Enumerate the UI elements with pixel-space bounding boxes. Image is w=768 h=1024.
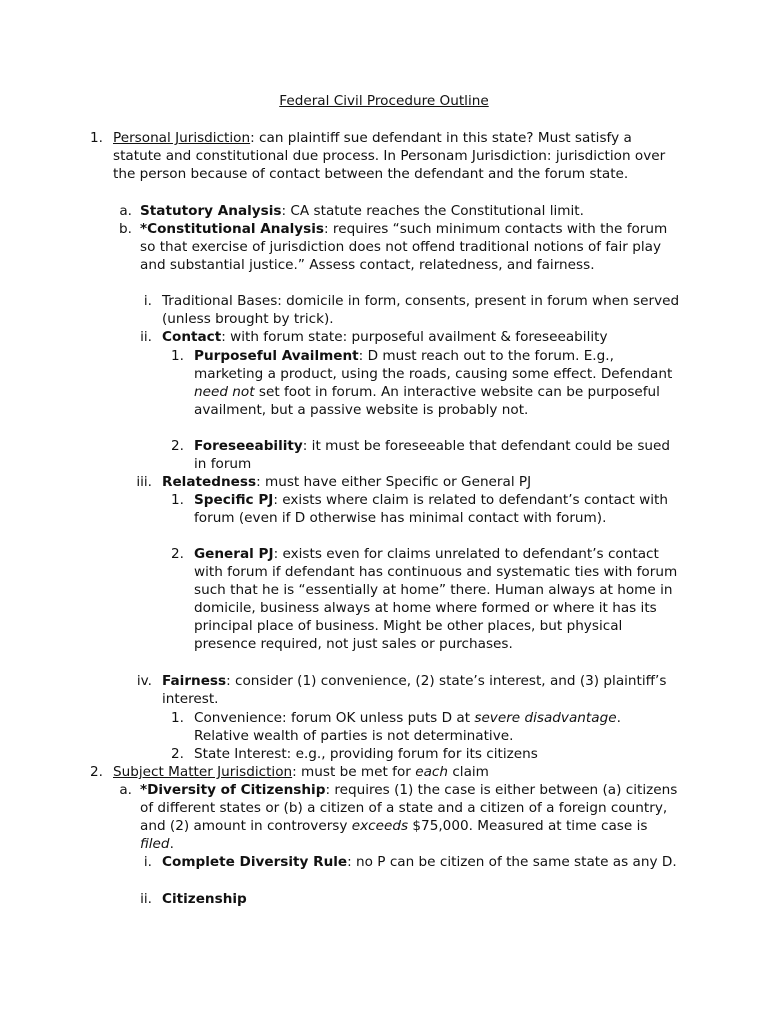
outline-item-general-pj [171,545,680,653]
item-emphasis: need not [194,384,255,400]
item-emphasis: severe disadvantage [474,710,617,726]
item-text: claim [448,764,489,780]
item-term: Specific PJ [194,492,274,508]
item-text: : exists even for claims unrelated to defendant’s contact with forum if defendant has continuous and systematic ties with forum such that he is “essentially at home” there. Human always at home in domicile, business always at home where formed or where it has its principal place of business. Might be other places, but physical presence required, not just sales or purchases. [194,546,678,652]
item-text: . [169,836,174,852]
outline-item-fairness [136,672,682,708]
item-term: Purposeful Availment [194,348,359,364]
item-text: : requires (1) the case is either between (a) citizens of different states or (b) a citizen of a state and a citizen of a foreign country, and (2) amount in controversy [140,782,678,834]
item-term: Contact [162,329,222,345]
item-text: : it must be foreseeable that defendant could be sued in forum [194,438,671,472]
item-term: *Constitutional Analysis [140,221,325,237]
item-text: : exists where claim is related to defendant’s contact with forum (even if D otherwise has minimal contact with forum). [194,492,668,526]
outline-item-statutory-analysis [119,202,680,220]
outline-item-constitutional-analysis [119,220,680,274]
outline-item-traditional-bases [143,292,682,328]
item-marker: 1. [171,492,184,508]
item-term: General PJ [194,546,274,562]
item-term: Subject Matter Jurisdiction [113,764,293,780]
item-term: Statutory Analysis [140,203,282,219]
item-marker: 2. [171,746,184,762]
item-text: : requires “such minimum contacts with the forum so that exercise of jurisdiction does not offend traditional notions of fair play and substantial justice.” Assess contact, relatedness, and fairness. [140,221,668,273]
document-title: Federal Civil Procedure Outline [279,93,489,109]
item-marker: i. [143,293,152,309]
item-marker: 2. [171,546,184,562]
item-term: Relatedness [162,474,257,490]
item-marker: a. [119,782,132,798]
item-term: Complete Diversity Rule [162,854,348,870]
outline-item-personal-jurisdiction [90,129,683,183]
item-marker: i. [143,854,152,870]
item-marker: iii. [136,474,152,490]
item-emphasis: exceeds [351,818,409,834]
item-marker: 2. [90,764,103,780]
item-text: Traditional Bases: domicile in form, consents, present in forum when served (unless brought by trick). [162,293,680,327]
item-emphasis: each [415,764,448,780]
item-text: . Relative wealth of parties is not determinative. [194,710,621,744]
outline-item-purposeful-availment [171,347,680,419]
item-term: Fairness [162,673,227,689]
item-term: Personal Jurisdiction [113,130,251,146]
item-text: : no P can be citizen of the same state as any D. [347,854,677,870]
item-text: : must be met for [292,764,416,780]
outline-item-state-interest [171,745,680,763]
item-text: set foot in forum. An interactive website can be purposeful availment, but a passive website is probably not. [194,384,660,418]
item-marker: ii. [140,329,152,345]
item-marker: ii. [140,891,152,907]
item-text: : with forum state: purposeful availment & foreseeability [221,329,608,345]
item-marker: a. [119,203,132,219]
outline-item-citizenship [140,890,682,908]
outline-item-complete-diversity-rule [143,853,682,871]
item-marker: b. [119,221,132,237]
item-text: Convenience: forum OK unless puts D at [194,710,475,726]
item-text: : D must reach out to the forum. E.g., marketing a product, using the roads, causing some effect. Defendant [194,348,673,382]
item-term: *Diversity of Citizenship [140,782,326,798]
item-text: $75,000. Measured at time case is [408,818,648,834]
outline-item-convenience [171,709,680,745]
item-marker: 1. [171,710,184,726]
item-text: State Interest: e.g., providing forum for its citizens [194,746,538,762]
item-marker: 1. [90,130,103,146]
outline-item-foreseeability [171,437,680,473]
outline-item-relatedness [136,473,682,491]
item-marker: 2. [171,438,184,454]
item-emphasis: filed [140,836,170,852]
item-text: : must have either Specific or General PJ [256,474,532,490]
item-text: : CA statute reaches the Constitutional limit. [281,203,584,219]
outline-item-specific-pj [171,491,680,527]
outline-item-contact [140,328,682,346]
item-term: Citizenship [162,891,247,907]
outline-item-subject-matter-jurisdiction [90,763,683,781]
item-marker: 1. [171,348,184,364]
item-text: : consider (1) convenience, (2) state’s interest, and (3) plaintiff’s interest. [162,673,667,707]
item-text: : can plaintiff sue defendant in this state? Must satisfy a statute and constitutional due process. In Personam Jurisdiction: jurisdiction over the person because of contact between the defendant and the forum state. [113,130,666,182]
outline-item-diversity-of-citizenship [119,781,680,853]
item-term: Foreseeability [194,438,303,454]
item-marker: iv. [136,673,152,689]
